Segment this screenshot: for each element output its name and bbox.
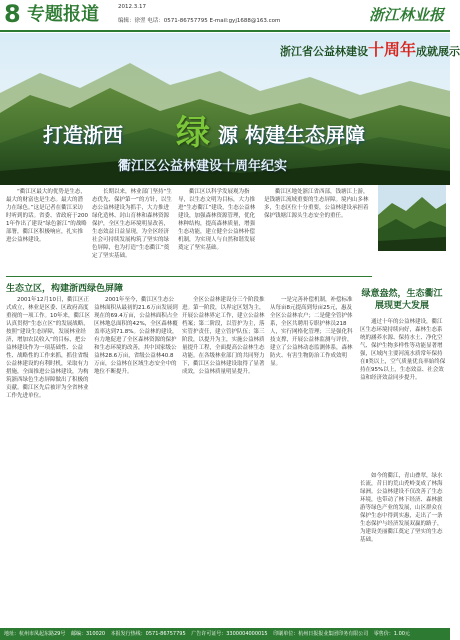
masthead [0,0,450,32]
footer-sales: 本报发行热线：0571-86757795 [110,631,186,637]
intro-column-2: 长期以来，林业部门坚持“生态优先、保护第一”的方针，以生态公益林建设为抓手，大力推进绿化造林、封山育林和森林资源保护，全区生态环境明显改善，生态效益日益显现，为全区经济社会可持续发展构筑了坚实的绿色屏障，也为打造“生态衢江”奠定了坚实基础。 [92,189,172,259]
hero-top-title [280,37,460,60]
hero-top-title-pre: 浙江省公益林建设 [280,45,368,58]
section-1-column-4: 一是完善补偿机制，补偿标准从每亩8元提高到每亩25元，惠及全区公益林农户；二是健全管护体系，全区共聘用专职护林员218人，实行网格化管理；三是强化科技支撑，开展公益林监测与评价，建立了公益林动态监测体系，森林防火、有害生物防治工作成效明显。 [270,297,353,367]
hero-banner [0,33,460,185]
section-title: 专题报道 [27,4,99,25]
intro-column-1: “衢江区最大的优势是生态，最大的财富也是生态。最大的潜力在绿色。”这是记者在衢江采访时听到的话。省委、省政府于2001年作出了建设“绿色浙江”的战略部署，衢江区积极响应，扎实推进公益林建设。 [6,189,88,243]
footer-printer: 印刷单位：杭州日报报业集团印务有限公司 [273,631,369,637]
headline-part-2: 源 构建生态屏障 [218,123,365,147]
section-2-title: 绿意盎然，生态衢江展现更大发展 [361,289,443,311]
section-divider [6,276,372,277]
hero-top-title-post: 成就展示 [416,45,460,58]
intro-column-4: 衢江区地处浙江省西部，钱塘江上游，是钱塘江流域重要的生态屏障。境内山多林多，生态区位十分重要，公益林建设承担着保护钱塘江源头生态安全的重任。 [264,189,369,219]
footer-price: 零售价：1.00元 [373,631,410,637]
issue-date: 2012.3.17 [118,4,146,10]
headline-subtitle: 衢江区公益林建设十周年纪实 [118,159,288,174]
footer-postcode: 邮编：310020 [70,631,106,637]
section-1-column-1: 2001年12月10日，衢江区正式成立，林业是区委、区政府高度重视的一项工作。10年来，衢江区认真贯彻“生态立区”的发展战略，按照“建设生态屏障，发展林业经济，增加农民收入”的目标，把公益林建设作为一项基础性、公益性、战略性的工作来抓，抓住省级公益林建设的有利时机，采取有力措施，全面推进公益林建设，为构筑浙西绿色生态屏障做出了积极的贡献。衢江区先后被评为全省林业工作先进单位。 [6,297,90,399]
page-number: 8 [4,0,21,28]
hero-top-title-emphasis: 十周年 [368,40,417,59]
section-2-column-1: 通过十年的公益林建设，衢江区生态环境持续向好，森林生态系统的涵养水源、保持水土、净化空气、保护生物多样性等功能显著增强，区域内主要河流水质常年保持在Ⅱ类以上，空气质量优良率始终保持在95%以上，生态效益、社会效益和经济效益同步提升。 [360,319,446,381]
headline-part-1: 打造浙西 [43,123,123,147]
section-1-column-3: 全区公益林建设分三个阶段推进。第一阶段，以界定区划为主，开展公益林界定工作，建立公益林档案；第二阶段，以管护为主，落实管护责任，建立管护队伍；第三阶段，以提升为主，实施公益林质量提升工程，全面提高公益林生态功能。在各级林业部门的共同努力下，衢江区公益林建设取得了显著成效，公益林质量明显提升。 [182,297,265,375]
section-1-title: 生态立区，构建浙西绿色屏障 [6,284,124,294]
footer-address: 地址：杭州市凤起东路29号 [4,631,66,637]
section-1-column-2: 2001年至今，衢江区生态公益林面积从最初的21.6万亩发展到现在的69.4万亩，公益林面积占全区林地总面积的42%，全区森林覆盖率达到71.8%。公益林的建设，有力地促进了全区森林资源的保护和生态环境的改善，其中国家级公益林28.6万亩，省级公益林40.8万亩，公益林在区域生态安全中的地位不断提升。 [94,297,178,375]
forest-photo [378,185,446,251]
headline-green-character: 绿 [176,113,210,153]
newspaper-brand: 浙江林业报 [368,6,444,24]
footer-bar [0,628,450,640]
section-2-column-2: 如今的衢江，青山叠翠，绿水长流，昔日的荒山秃岭变成了林海绿洲。公益林建设不仅改善了生态环境，也带动了林下经济、森林旅游等绿色产业的发展，山区群众在保护生态中得到实惠，走出了一条生态保护与经济发展双赢的路子，为建设美丽衢江奠定了坚实的生态基础。 [360,473,443,543]
intro-column-3: 衢江区以科学发展观为指导，以生态文明为目标，大力推进“生态衢江”建设，生态公益林建设，加强森林资源管理，优化林种结构，提高森林质量，增强生态功能，建立健全公益林补偿机制，为实现人与自然和谐发展奠定了坚实基础。 [178,189,256,251]
footer-ad-license: 广告许可证号：3300004000015 [191,631,268,637]
editor-line: 编辑：徐翌 电话：0571-86757795 E-mail:gyj1688@163.com [118,18,281,24]
